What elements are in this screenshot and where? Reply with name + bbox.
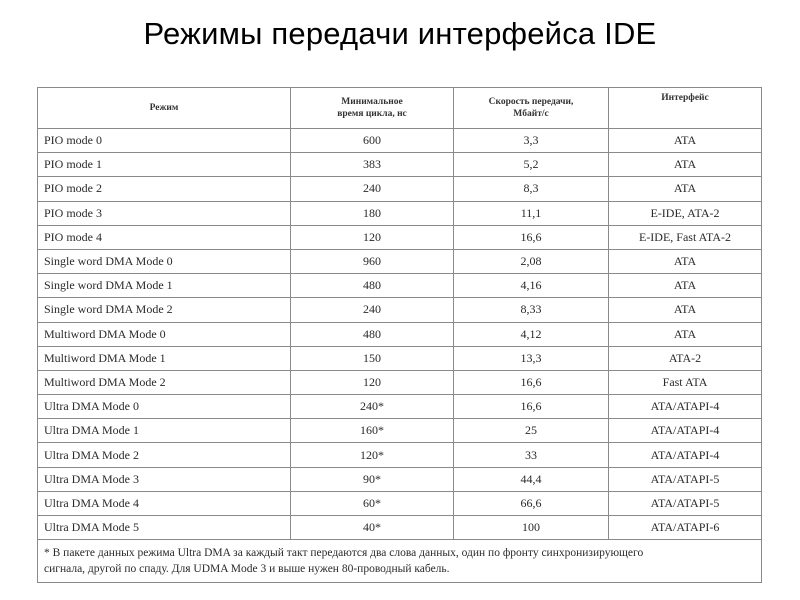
header-cycle-line2: время цикла, нс xyxy=(337,109,407,119)
table-row xyxy=(38,129,762,153)
cell-cycle-time: 90* xyxy=(291,467,454,491)
footnote-line2: сигнала, другой по спаду. Для UDMA Mode 3 и выше нужен 80-проводный кабель. xyxy=(44,563,450,576)
cell-transfer-speed: 25 xyxy=(454,419,609,443)
footnote-line1: * В пакете данных режима Ultra DMA за каждый такт передаются два слова данных, один по фронту синхронизирующего xyxy=(44,547,644,560)
cell-mode: Ultra DMA Mode 4 xyxy=(38,491,291,515)
cell-transfer-speed: 66,6 xyxy=(454,491,609,515)
table-row xyxy=(38,491,762,515)
cell-transfer-speed: 16,6 xyxy=(454,370,609,394)
header-speed-line1: Скорость передачи, xyxy=(488,97,574,107)
cell-interface: ATA/ATAPI-6 xyxy=(609,516,762,540)
header-interface xyxy=(609,88,762,129)
header-transfer-speed xyxy=(454,88,609,129)
table-row xyxy=(38,467,762,491)
cell-cycle-time: 480 xyxy=(291,274,454,298)
cell-interface: ATA-2 xyxy=(609,346,762,370)
table-row xyxy=(38,395,762,419)
cell-cycle-time: 480 xyxy=(291,322,454,346)
table-row xyxy=(38,153,762,177)
cell-transfer-speed: 4,12 xyxy=(454,322,609,346)
cell-cycle-time: 960 xyxy=(291,249,454,273)
cell-mode: Ultra DMA Mode 2 xyxy=(38,443,291,467)
cell-cycle-time: 40* xyxy=(291,516,454,540)
cell-transfer-speed: 100 xyxy=(454,516,609,540)
cell-transfer-speed: 16,6 xyxy=(454,225,609,249)
header-row xyxy=(38,88,762,129)
cell-interface: ATA xyxy=(609,129,762,153)
page-title: Режимы передачи интерфейса IDE xyxy=(143,16,657,51)
cell-mode: PIO mode 0 xyxy=(38,129,291,153)
header-interface-label: Интерфейс xyxy=(661,93,709,103)
table-row xyxy=(38,225,762,249)
cell-interface: ATA/ATAPI-5 xyxy=(609,491,762,515)
cell-cycle-time: 120* xyxy=(291,443,454,467)
cell-interface: ATA/ATAPI-4 xyxy=(609,395,762,419)
cell-interface: ATA xyxy=(609,274,762,298)
cell-mode: Single word DMA Mode 0 xyxy=(38,249,291,273)
cell-transfer-speed: 16,6 xyxy=(454,395,609,419)
cell-interface: ATA xyxy=(609,298,762,322)
cell-transfer-speed: 2,08 xyxy=(454,249,609,273)
cell-mode: PIO mode 3 xyxy=(38,201,291,225)
cell-mode: Ultra DMA Mode 0 xyxy=(38,395,291,419)
table-body xyxy=(38,129,762,583)
cell-cycle-time: 383 xyxy=(291,153,454,177)
table-row xyxy=(38,274,762,298)
cell-interface: ATA xyxy=(609,177,762,201)
table-row xyxy=(38,249,762,273)
cell-interface: E-IDE, ATA-2 xyxy=(609,201,762,225)
cell-mode: PIO mode 4 xyxy=(38,225,291,249)
cell-mode: PIO mode 2 xyxy=(38,177,291,201)
table-row xyxy=(38,322,762,346)
header-speed-line2: Мбайт/с xyxy=(513,109,549,119)
cell-cycle-time: 160* xyxy=(291,419,454,443)
cell-cycle-time: 120 xyxy=(291,225,454,249)
header-mode-label: Режим xyxy=(149,103,179,113)
footnote xyxy=(38,540,762,583)
table-row xyxy=(38,298,762,322)
ide-modes-table-container xyxy=(37,87,761,583)
table-row xyxy=(38,201,762,225)
cell-mode: Multiword DMA Mode 0 xyxy=(38,322,291,346)
cell-transfer-speed: 44,4 xyxy=(454,467,609,491)
cell-transfer-speed: 13,3 xyxy=(454,346,609,370)
cell-interface: ATA/ATAPI-4 xyxy=(609,443,762,467)
cell-interface: ATA/ATAPI-4 xyxy=(609,419,762,443)
ide-modes-table xyxy=(37,87,762,583)
cell-transfer-speed: 4,16 xyxy=(454,274,609,298)
table-row xyxy=(38,419,762,443)
table-row xyxy=(38,443,762,467)
cell-interface: ATA xyxy=(609,153,762,177)
cell-transfer-speed: 8,3 xyxy=(454,177,609,201)
cell-interface: ATA xyxy=(609,322,762,346)
cell-mode: Single word DMA Mode 1 xyxy=(38,274,291,298)
cell-cycle-time: 240 xyxy=(291,298,454,322)
cell-mode: Multiword DMA Mode 2 xyxy=(38,370,291,394)
cell-cycle-time: 240 xyxy=(291,177,454,201)
cell-cycle-time: 60* xyxy=(291,491,454,515)
cell-interface: ATA xyxy=(609,249,762,273)
cell-cycle-time: 120 xyxy=(291,370,454,394)
table-row xyxy=(38,346,762,370)
cell-mode: PIO mode 1 xyxy=(38,153,291,177)
table-header xyxy=(38,88,762,129)
footnote-row xyxy=(38,540,762,583)
cell-interface: ATA/ATAPI-5 xyxy=(609,467,762,491)
table-row xyxy=(38,370,762,394)
cell-mode: Ultra DMA Mode 3 xyxy=(38,467,291,491)
header-cycle-line1: Минимальное xyxy=(341,97,403,107)
cell-interface: Fast ATA xyxy=(609,370,762,394)
cell-interface: E-IDE, Fast ATA-2 xyxy=(609,225,762,249)
cell-transfer-speed: 11,1 xyxy=(454,201,609,225)
cell-cycle-time: 600 xyxy=(291,129,454,153)
cell-transfer-speed: 3,3 xyxy=(454,129,609,153)
cell-mode: Multiword DMA Mode 1 xyxy=(38,346,291,370)
table-row xyxy=(38,177,762,201)
cell-cycle-time: 240* xyxy=(291,395,454,419)
cell-mode: Single word DMA Mode 2 xyxy=(38,298,291,322)
header-mode xyxy=(38,88,291,129)
table-row xyxy=(38,516,762,540)
cell-transfer-speed: 8,33 xyxy=(454,298,609,322)
cell-transfer-speed: 5,2 xyxy=(454,153,609,177)
cell-cycle-time: 180 xyxy=(291,201,454,225)
header-cycle-time xyxy=(291,88,454,129)
cell-transfer-speed: 33 xyxy=(454,443,609,467)
cell-mode: Ultra DMA Mode 5 xyxy=(38,516,291,540)
cell-cycle-time: 150 xyxy=(291,346,454,370)
cell-mode: Ultra DMA Mode 1 xyxy=(38,419,291,443)
